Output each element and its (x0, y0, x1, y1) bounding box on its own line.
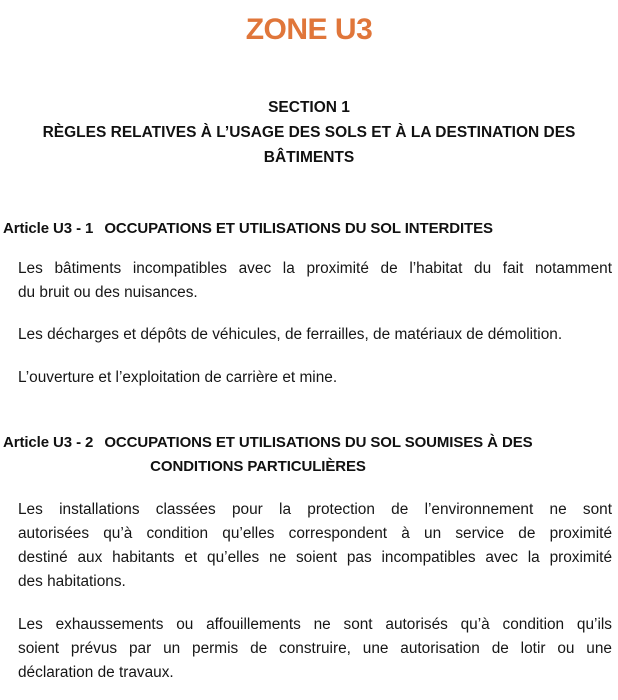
section-label: SECTION 1 (268, 99, 350, 116)
paragraph-line: Les installations classées pour la protection de l’environnement ne sont (18, 501, 612, 518)
paragraph-line: déclaration de travaux. (18, 664, 174, 681)
paragraph-line: destiné aux habitants et qu’elles ne soient pas incompatibles avec la proximité (18, 549, 612, 566)
paragraph (0, 323, 618, 347)
paragraph (0, 257, 618, 305)
paragraph-line: soient prévus par un permis de construire, une autorisation de lotir ou une (18, 640, 612, 657)
paragraph-line: Les exhaussements ou affouillements ne sont autorisés qu’à condition qu’ils (18, 616, 612, 633)
paragraph (0, 613, 618, 685)
paragraph (0, 498, 618, 594)
paragraph-line: Les bâtiments incompatibles avec la proximité de l’habitat du fait notamment (18, 260, 612, 277)
paragraph-line: du bruit ou des nuisances. (18, 284, 198, 301)
paragraph (0, 366, 618, 390)
article-u3-2-heading (0, 431, 618, 479)
article-u3-1-label: Article U3 - 1 (3, 220, 94, 237)
article-u3-2-label: Article U3 - 2 (3, 434, 94, 451)
paragraph-line: L’ouverture et l’exploitation de carrière et mine. (18, 369, 338, 386)
section-header (0, 95, 618, 170)
section-title-line2: BÂTIMENTS (263, 149, 355, 166)
paragraph-line: des habitations. (18, 573, 126, 590)
article-u3-1-title: OCCUPATIONS ET UTILISATIONS DU SOL INTERDITES (104, 220, 493, 237)
paragraph-line: Les décharges et dépôts de véhicules, de ferrailles, de matériaux de démolition. (18, 326, 563, 343)
zone-title: ZONE U3 (245, 13, 373, 46)
paragraph-line: autorisées qu’à condition qu’elles correspondent à un service de proximité (18, 525, 612, 542)
article-u3-2-title-line2: CONDITIONS PARTICULIÈRES (150, 458, 366, 475)
article-u3-1-heading (0, 217, 618, 241)
article-u3-2-title-line1: OCCUPATIONS ET UTILISATIONS DU SOL SOUMISES À DES (104, 434, 533, 451)
section-title-line1: RÈGLES RELATIVES À L’USAGE DES SOLS ET À LA DESTINATION DES (42, 124, 576, 141)
